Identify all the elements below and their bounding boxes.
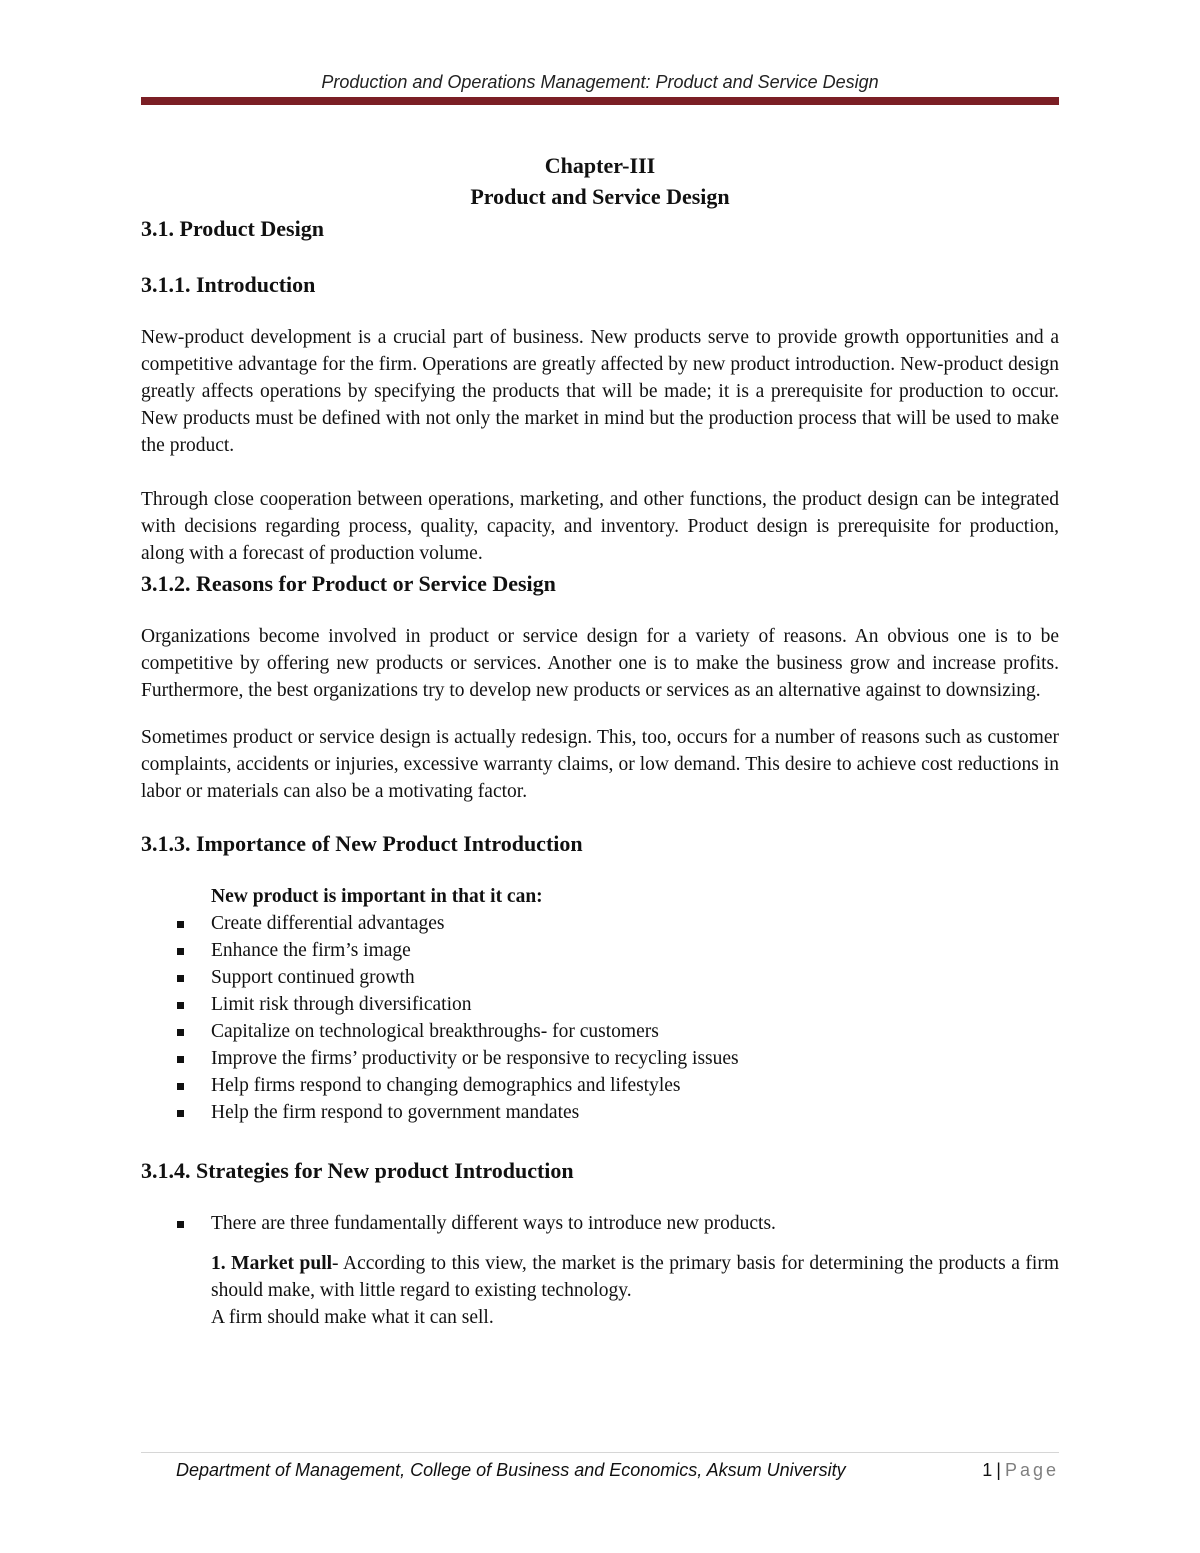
square-bullet-icon (177, 1110, 184, 1117)
page-content (141, 150, 1059, 1331)
square-bullet-icon (177, 1002, 184, 1009)
section-3-1-1-heading: 3.1.1. Introduction (141, 272, 316, 297)
header-rule (141, 97, 1059, 105)
section-3-1-heading: 3.1. Product Design (141, 216, 324, 241)
list-item: Capitalize on technological breakthroughs- for customers (141, 1018, 1059, 1045)
chapter-number: Chapter-III (544, 153, 656, 178)
running-header: Production and Operations Management: Product and Service Design (321, 72, 879, 92)
list-item: Create differential advantages (141, 910, 1059, 937)
market-pull-paragraph (141, 1250, 1059, 1304)
market-pull-text: - According to this view, the market is the primary basis for determining the products a firm should make, with little regard to existing technology. (211, 1253, 1059, 1301)
importance-list (141, 910, 1059, 1126)
square-bullet-icon (177, 975, 184, 982)
square-bullet-icon (177, 1029, 184, 1036)
page-separator: | (996, 1460, 1001, 1480)
reasons-paragraph-2: Sometimes product or service design is actually redesign. This, too, occurs for a number of reasons such as customer complaints, accidents or injuries, excessive warranty claims, or low demand. This desire to achieve cost reductions in labor or materials can also be a motivating factor. (141, 727, 1059, 802)
section-3-1-3-heading: 3.1.3. Importance of New Product Introduction (141, 831, 583, 856)
list-item: Enhance the firm’s image (141, 937, 1059, 964)
list-item: Support continued growth (141, 964, 1059, 991)
intro-paragraph-2: Through close cooperation between operations, marketing, and other functions, the product design can be integrated with decisions regarding process, quality, capacity, and inventory. Product design is prerequisite for production, along with a forecast of production volume. (141, 489, 1059, 564)
market-pull-line2: A firm should make what it can sell. (211, 1307, 494, 1328)
square-bullet-icon (177, 1083, 184, 1090)
square-bullet-icon (177, 1221, 184, 1228)
page-number: 1 (982, 1460, 993, 1480)
footer-rule (141, 1452, 1059, 1453)
list-item: Improve the firms’ productivity or be responsive to recycling issues (141, 1045, 1059, 1072)
intro-paragraph-1: New-product development is a crucial part of business. New products serve to provide growth opportunities and a competitive advantage for the firm. Operations are greatly affected by new product introduction. New-product design greatly affects operations by specifying the products that will be made; it is a prerequisite for production to occur. New products must be defined with not only the market in mind but the production process that will be used to make the product. (141, 327, 1059, 456)
section-3-1-4-heading: 3.1.4. Strategies for New product Introduction (141, 1158, 574, 1183)
list-item: There are three fundamentally different ways to introduce new products. (141, 1210, 1059, 1237)
list-item: Help the firm respond to government mandates (141, 1099, 1059, 1126)
footer-page-indicator (982, 1460, 1059, 1481)
square-bullet-icon (177, 921, 184, 928)
list-item: Limit risk through diversification (141, 991, 1059, 1018)
chapter-title: Product and Service Design (470, 184, 730, 209)
strategies-list (141, 1210, 1059, 1237)
section-3-1-2-heading: 3.1.2. Reasons for Product or Service Design (141, 571, 556, 596)
footer-department: Department of Management, College of Business and Economics, Aksum University (176, 1460, 846, 1480)
page-word: Page (1004, 1460, 1059, 1480)
market-pull-label: 1. Market pull (211, 1253, 333, 1274)
reasons-paragraph-1: Organizations become involved in product or service design for a variety of reasons. An obvious one is to be competitive by offering new products or services. Another one is to make the business grow and increase profits. Furthermore, the best organizations try to develop new products or services as an alternative against to downsizing. (141, 626, 1059, 701)
importance-lead: New product is important in that it can: (211, 886, 543, 907)
list-item: Help firms respond to changing demographics and lifestyles (141, 1072, 1059, 1099)
square-bullet-icon (177, 948, 184, 955)
square-bullet-icon (177, 1056, 184, 1063)
